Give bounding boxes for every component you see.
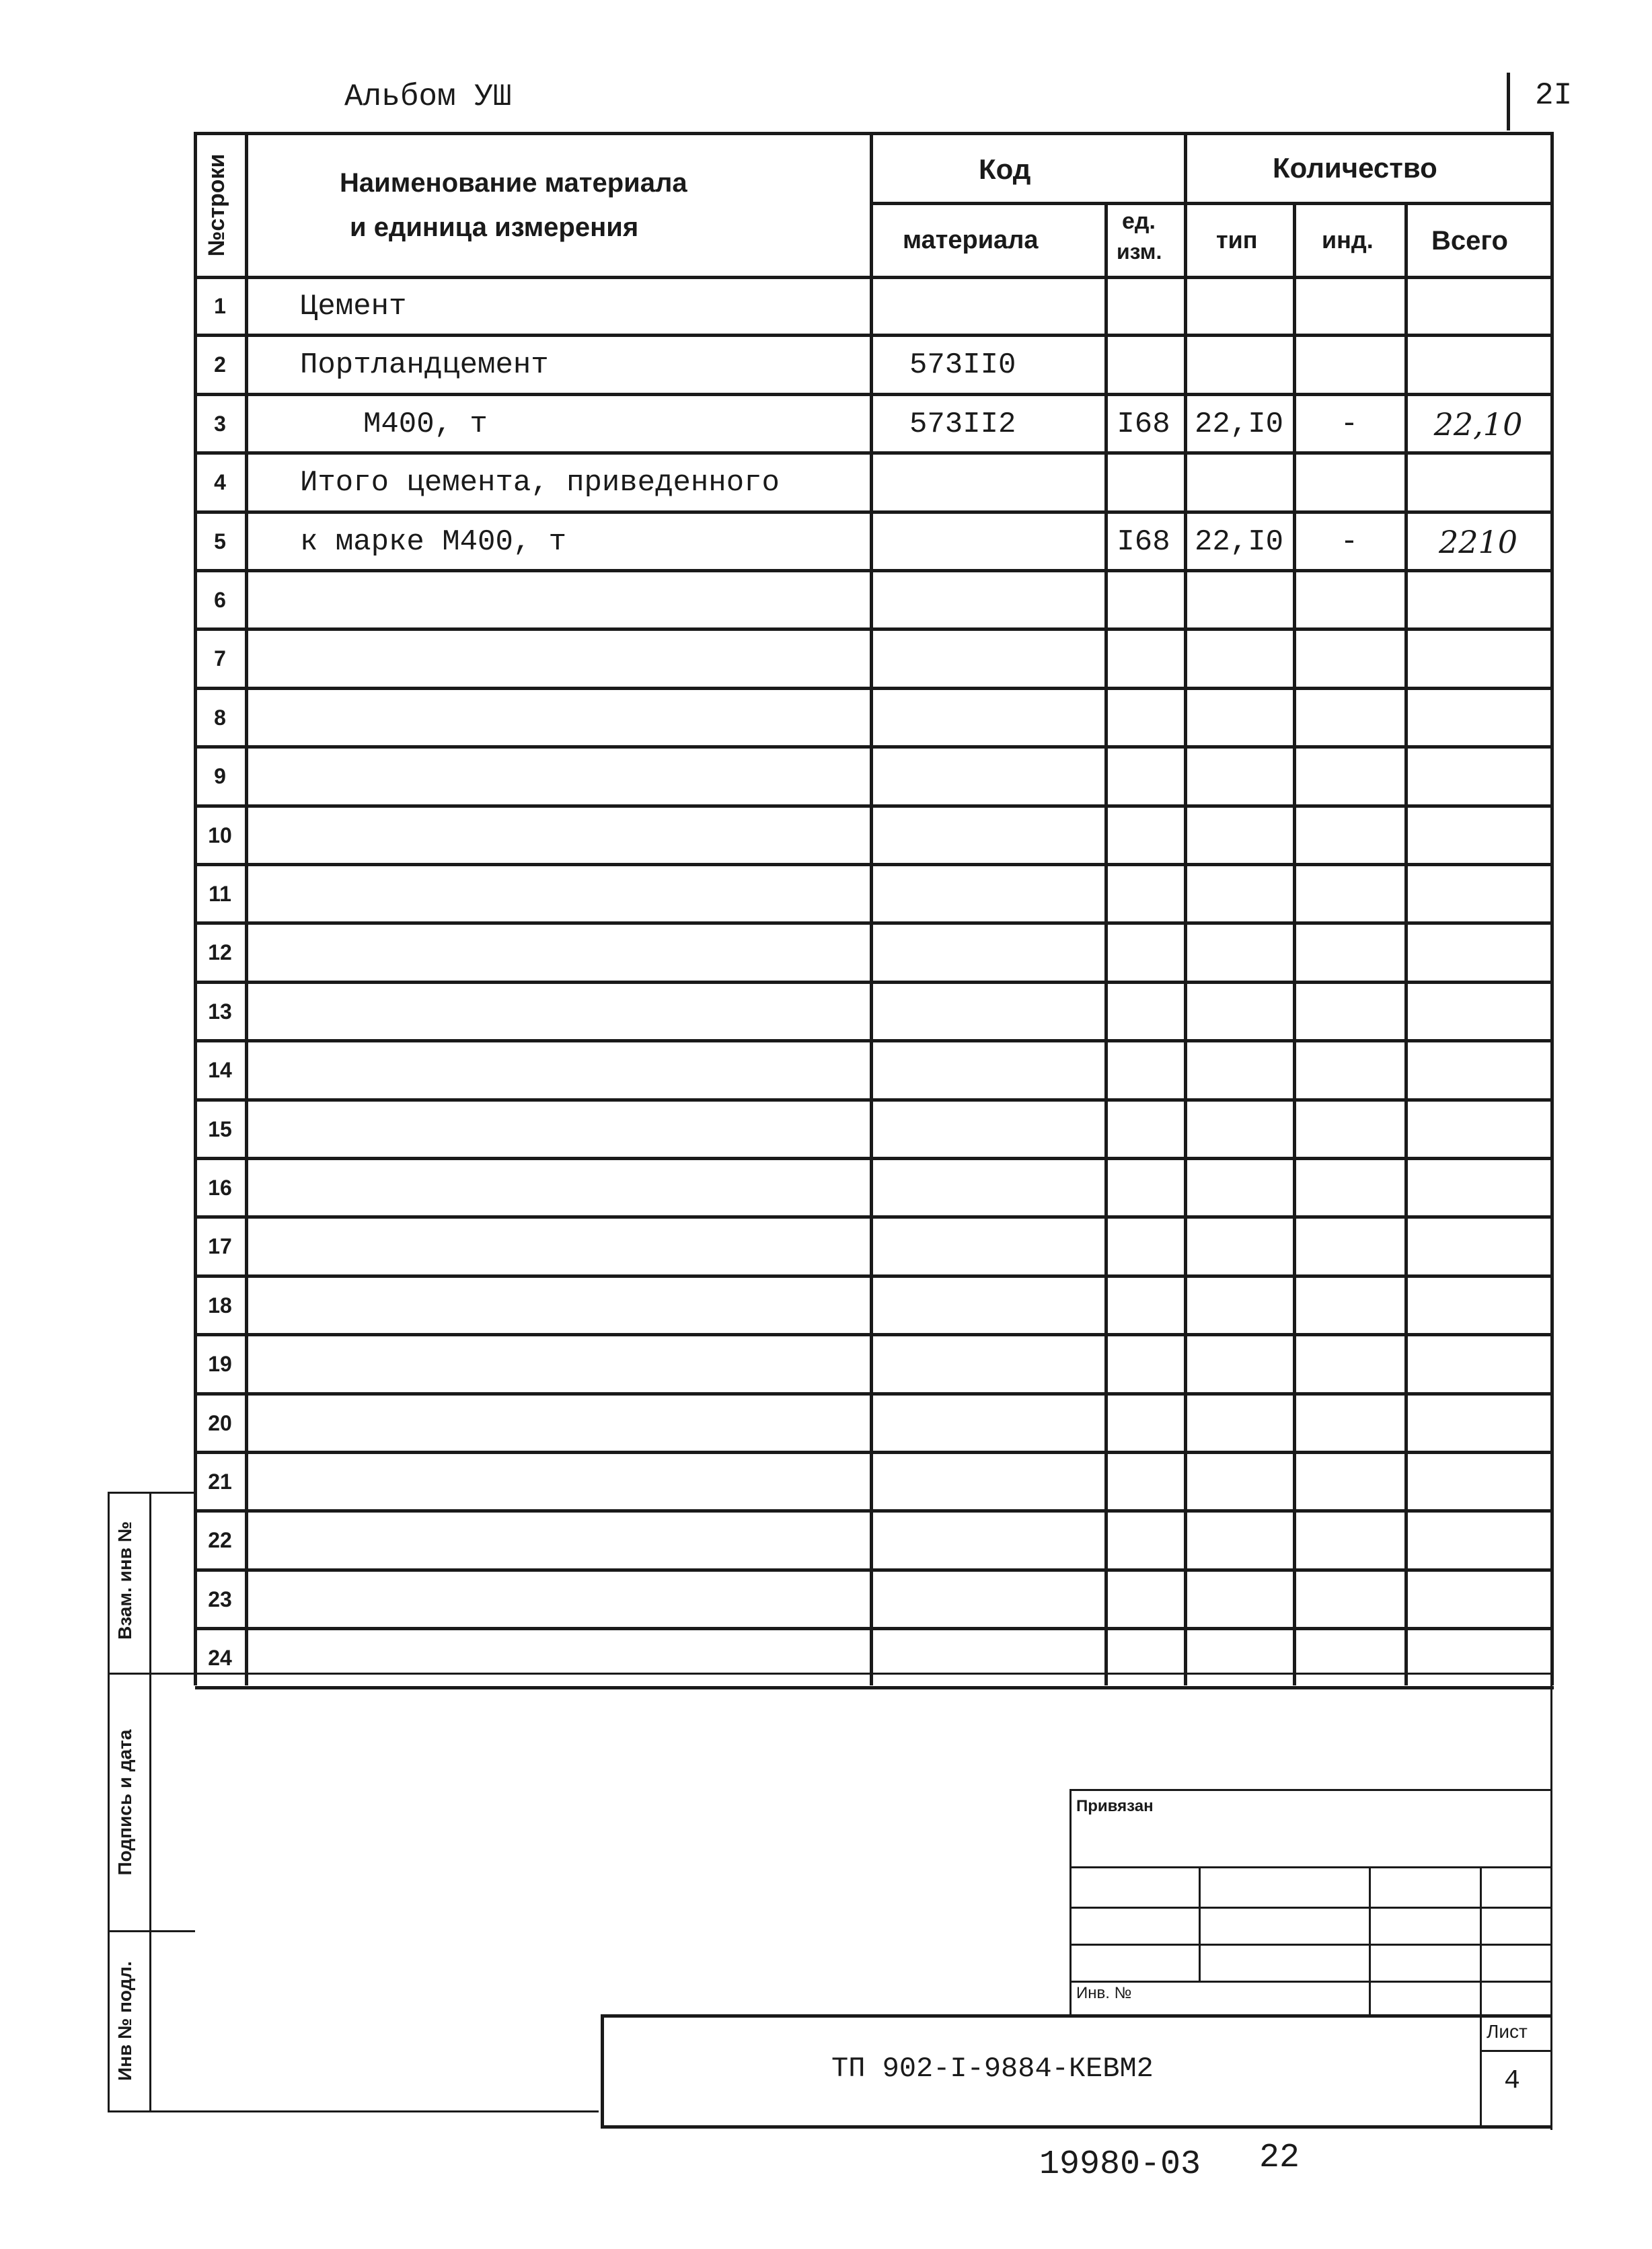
subheader-border	[871, 202, 1554, 205]
quantity-type	[1185, 1629, 1293, 1687]
unit-code	[1103, 865, 1184, 923]
unit-code	[1103, 453, 1184, 512]
quantity-ind	[1294, 277, 1404, 336]
header-row-no: №строки	[204, 153, 229, 257]
quantity-total	[1406, 1276, 1550, 1335]
row-number: 13	[208, 999, 232, 1024]
unit-code	[1103, 1570, 1184, 1629]
unit-code	[1103, 336, 1184, 394]
header-name-line1: Наименование материала	[340, 168, 687, 198]
quantity-ind	[1294, 806, 1404, 865]
table-top-border	[195, 132, 1554, 135]
quantity-total	[1406, 1100, 1550, 1159]
row-number: 10	[208, 823, 232, 847]
quantity-total	[1406, 983, 1550, 1041]
material-name: Итого цемента, приведенного	[300, 465, 780, 500]
quantity-ind	[1294, 336, 1404, 394]
quantity-type	[1185, 1570, 1293, 1629]
quantity-type	[1185, 571, 1293, 630]
quantity-type	[1185, 689, 1293, 747]
quantity-total	[1406, 1453, 1550, 1511]
tb-left	[1069, 1789, 1072, 2018]
quantity-ind	[1294, 865, 1404, 923]
quantity-type	[1185, 1511, 1293, 1570]
row-number: 16	[208, 1176, 232, 1200]
quantity-ind	[1294, 1511, 1404, 1570]
quantity-type	[1185, 453, 1293, 512]
quantity-ind	[1294, 1629, 1404, 1687]
quantity-type	[1185, 1217, 1293, 1276]
quantity-total	[1406, 1041, 1550, 1100]
quantity-total	[1406, 689, 1550, 747]
inv-no-label: Инв. №	[1076, 1984, 1132, 2002]
stamp-inv-podl: Инв № подл.	[114, 1961, 135, 2082]
unit-code	[1103, 1276, 1184, 1335]
quantity-type	[1185, 1041, 1293, 1100]
doc-box-left	[601, 2014, 604, 2127]
stamp-vzam-inv: Взам. инв №	[114, 1521, 135, 1640]
material-name: М400, т	[363, 407, 488, 441]
quantity-total	[1406, 1511, 1550, 1570]
quantity-total	[1406, 865, 1550, 923]
sheet-label: Лист	[1487, 2021, 1528, 2042]
row-number: 4	[214, 470, 226, 494]
tb-right	[1550, 1673, 1552, 2130]
row-number: 23	[208, 1587, 232, 1611]
side-stamp-left-line	[108, 1493, 110, 2112]
quantity-ind	[1294, 1394, 1404, 1453]
unit-code	[1103, 1629, 1184, 1687]
header-divider	[1507, 73, 1510, 130]
unit-code	[1103, 689, 1184, 747]
side-stamp-mid-line	[149, 1493, 151, 2112]
row-number: 1	[214, 294, 226, 318]
quantity-total	[1406, 1159, 1550, 1217]
header-name-line2: и единица измерения	[350, 213, 639, 242]
quantity-ind	[1294, 1570, 1404, 1629]
row-number: 7	[214, 646, 226, 671]
row-number: 9	[214, 764, 226, 788]
quantity-type	[1185, 923, 1293, 982]
quantity-total	[1406, 923, 1550, 982]
tb-col2	[1369, 1866, 1371, 2014]
tb-row2	[1069, 1907, 1550, 1909]
unit-code	[1103, 923, 1184, 982]
quantity-ind	[1294, 630, 1404, 688]
quantity-total	[1406, 277, 1550, 336]
unit-code: I68	[1117, 525, 1170, 559]
quantity-total	[1406, 1629, 1550, 1687]
header-unit-line1: ед.	[1122, 208, 1156, 234]
page-number: 2I	[1535, 78, 1573, 113]
footer-page: 22	[1259, 2139, 1300, 2177]
material-code: 573II2	[909, 407, 1016, 441]
privyazan-label: Привязан	[1076, 1797, 1154, 1815]
header-code: Код	[979, 153, 1031, 185]
unit-code	[1103, 983, 1184, 1041]
quantity-ind	[1294, 747, 1404, 806]
stamp-podpis-data: Подпись и дата	[114, 1729, 135, 1876]
quantity-total	[1406, 1217, 1550, 1276]
quantity-ind	[1294, 689, 1404, 747]
quantity-total	[1406, 806, 1550, 865]
quantity-ind	[1294, 983, 1404, 1041]
unit-code	[1103, 277, 1184, 336]
tb-row3	[1069, 1944, 1550, 1946]
quantity-type	[1185, 1335, 1293, 1394]
quantity-ind	[1294, 1453, 1404, 1511]
header-quantity: Количество	[1273, 152, 1437, 184]
quantity-total	[1406, 1335, 1550, 1394]
row-number: 2	[214, 352, 226, 377]
unit-code	[1103, 1453, 1184, 1511]
quantity-type: 22,I0	[1194, 407, 1284, 441]
quantity-type	[1185, 806, 1293, 865]
unit-code: I68	[1117, 407, 1170, 441]
quantity-type	[1185, 983, 1293, 1041]
quantity-type	[1185, 1276, 1293, 1335]
material-code: 573II0	[909, 348, 1016, 382]
row-number: 17	[208, 1234, 232, 1258]
row-number: 18	[208, 1293, 232, 1318]
quantity-ind	[1294, 1335, 1404, 1394]
side-stamp-sep2	[108, 1930, 195, 1932]
quantity-total	[1406, 453, 1550, 512]
quantity-total	[1406, 336, 1550, 394]
header-total: Всего	[1431, 226, 1508, 256]
row-number: 3	[214, 412, 226, 436]
quantity-total	[1406, 630, 1550, 688]
unit-code	[1103, 1041, 1184, 1100]
row-number: 8	[214, 706, 226, 730]
doc-box-top	[601, 2014, 1552, 2018]
quantity-type	[1185, 1394, 1293, 1453]
quantity-ind	[1294, 1100, 1404, 1159]
quantity-ind: -	[1340, 407, 1359, 441]
tb-row1	[1069, 1866, 1550, 1868]
row-number: 11	[209, 882, 231, 906]
side-stamp-sep1	[108, 1673, 1554, 1675]
sheet-number: 4	[1504, 2066, 1521, 2096]
tb-col3	[1480, 1866, 1482, 2014]
row-number: 6	[214, 588, 226, 612]
tb-col1	[1199, 1866, 1201, 1981]
quantity-ind	[1294, 1276, 1404, 1335]
quantity-type	[1185, 1100, 1293, 1159]
order-number: 19980-03	[1039, 2145, 1201, 2184]
quantity-type	[1185, 277, 1293, 336]
unit-code	[1103, 1394, 1184, 1453]
header-ind: инд.	[1322, 226, 1374, 254]
unit-code	[1103, 747, 1184, 806]
document-code: ТП 902-I-9884-КЕВМ2	[831, 2053, 1154, 2085]
quantity-type	[1185, 865, 1293, 923]
quantity-ind	[1294, 1041, 1404, 1100]
doc-box-bottom	[601, 2125, 1552, 2129]
row-number: 14	[208, 1058, 232, 1082]
sheet-box-sep	[1480, 2050, 1552, 2052]
unit-code	[1103, 1159, 1184, 1217]
quantity-ind	[1294, 453, 1404, 512]
unit-code	[1103, 571, 1184, 630]
row-number: 12	[208, 940, 232, 964]
side-stamp-top-line	[108, 1492, 195, 1494]
unit-code	[1103, 1217, 1184, 1276]
row-number: 24	[208, 1646, 232, 1670]
unit-code	[1103, 630, 1184, 688]
material-name: Портландцемент	[300, 348, 549, 382]
quantity-ind	[1294, 571, 1404, 630]
row-number: 21	[208, 1470, 232, 1494]
row-number: 20	[208, 1411, 232, 1435]
unit-code	[1103, 1100, 1184, 1159]
sheet-box-left	[1480, 2014, 1482, 2127]
quantity-total	[1406, 571, 1550, 630]
quantity-total	[1406, 747, 1550, 806]
quantity-type	[1185, 336, 1293, 394]
quantity-total: 2210	[1438, 523, 1518, 560]
header-material: материала	[903, 226, 1039, 254]
quantity-total: 22,10	[1433, 406, 1523, 443]
header-unit-line2: изм.	[1117, 239, 1162, 264]
album-title: Альбом УШ	[344, 79, 512, 114]
quantity-type	[1185, 630, 1293, 688]
material-name: Цемент	[300, 289, 407, 323]
quantity-ind	[1294, 923, 1404, 982]
row-number: 15	[208, 1117, 232, 1141]
quantity-type	[1185, 747, 1293, 806]
tb-row4	[1069, 1981, 1550, 1983]
quantity-ind	[1294, 1159, 1404, 1217]
quantity-type	[1185, 1453, 1293, 1511]
quantity-type	[1185, 1159, 1293, 1217]
row-number: 22	[208, 1528, 232, 1552]
quantity-type: 22,I0	[1194, 525, 1284, 559]
tb-top	[1069, 1789, 1550, 1791]
material-name: к марке М400, т	[300, 525, 567, 559]
side-stamp-bottom-line	[108, 2110, 599, 2112]
row-number: 19	[208, 1352, 232, 1376]
unit-code	[1103, 1335, 1184, 1394]
row-number: 5	[214, 529, 226, 554]
unit-code	[1103, 806, 1184, 865]
quantity-ind	[1294, 1217, 1404, 1276]
quantity-ind: -	[1340, 525, 1359, 559]
unit-code	[1103, 1511, 1184, 1570]
quantity-total	[1406, 1570, 1550, 1629]
quantity-total	[1406, 1394, 1550, 1453]
header-type: тип	[1216, 226, 1258, 254]
